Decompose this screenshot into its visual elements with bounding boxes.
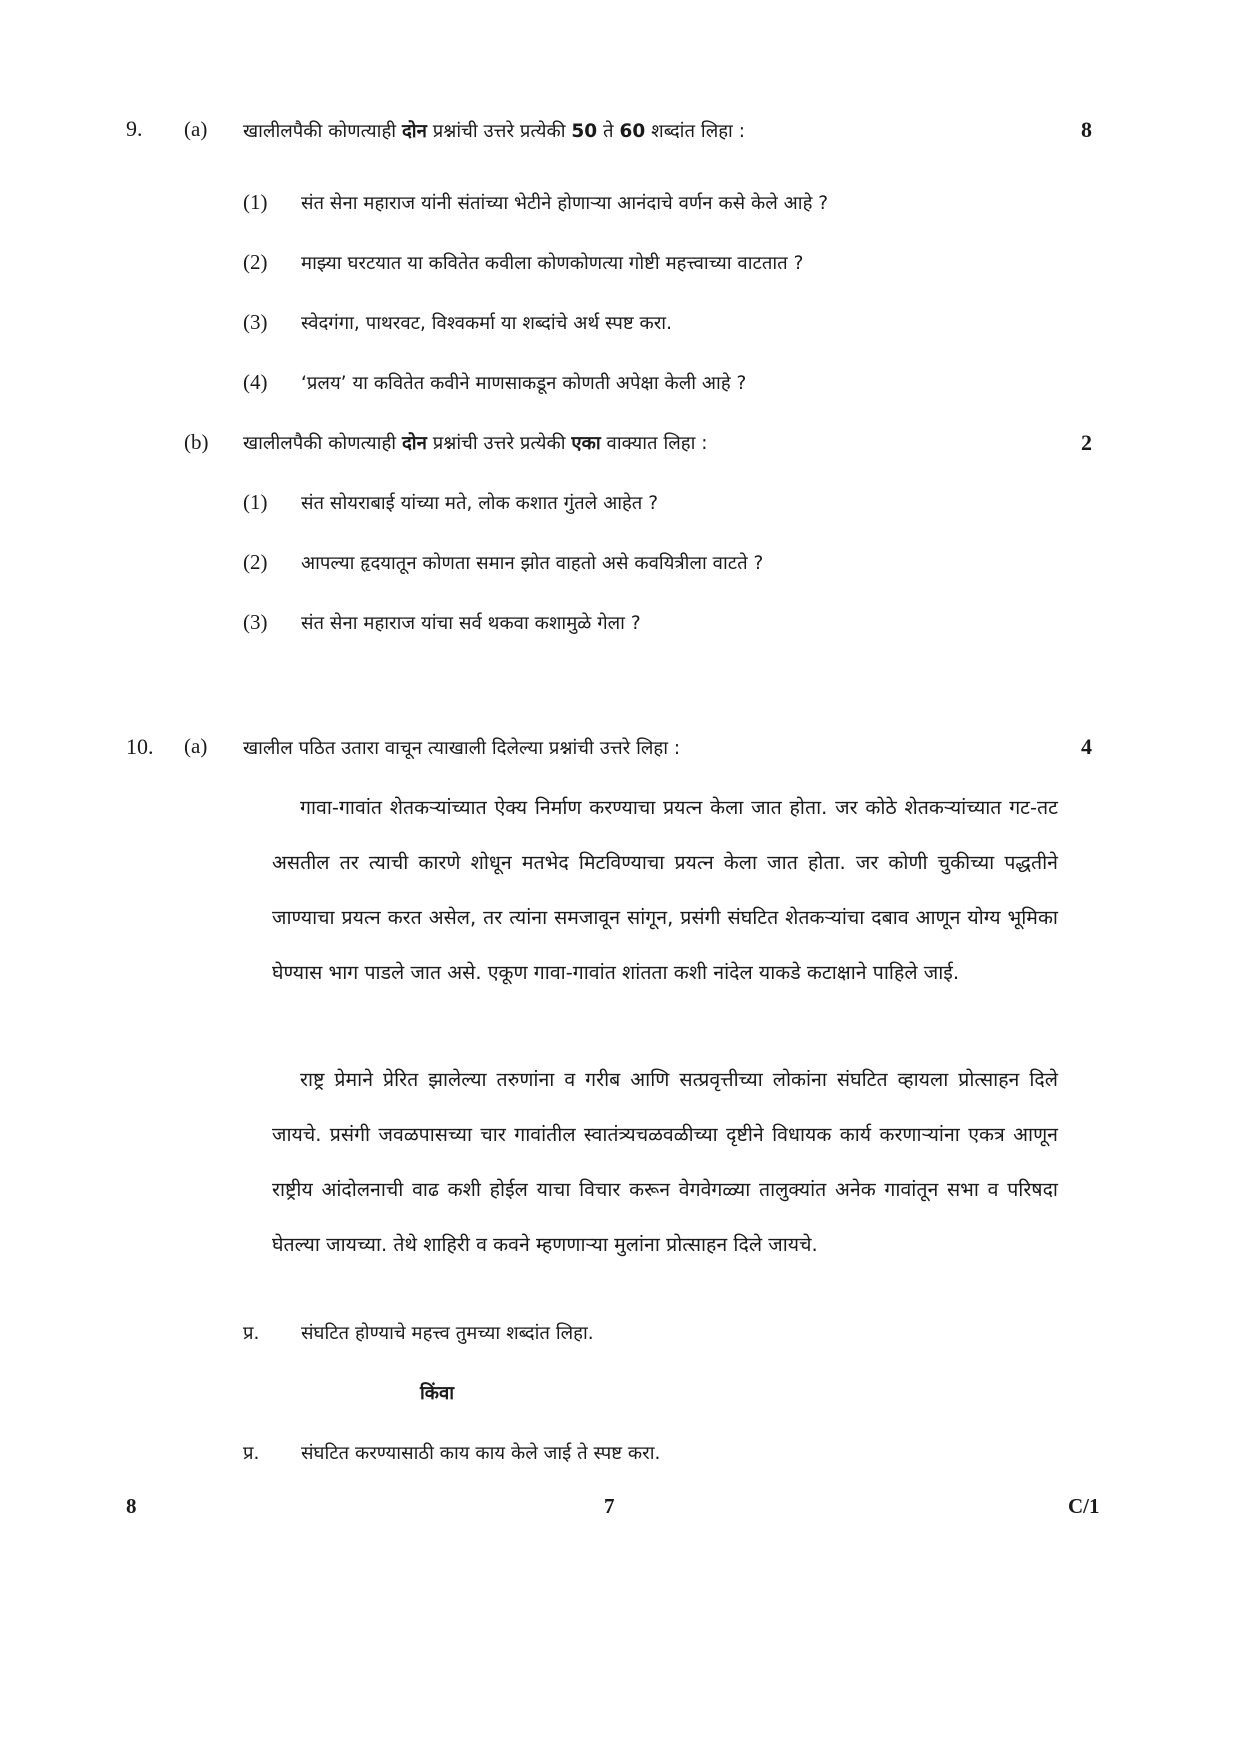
- passage-question-1-label: प्र.: [243, 1323, 260, 1344]
- q9-part-a-stem: खालीलपैकी कोणत्याही दोन प्रश्नांची उत्तरे प्रत्येकी 50 ते 60 शब्दांत लिहा :: [243, 121, 745, 142]
- q9-part-b-stem: खालीलपैकी कोणत्याही दोन प्रश्नांची उत्तरे प्रत्येकी एका वाक्यात लिहा :: [243, 433, 708, 454]
- q9-part-b-label: (b): [184, 430, 209, 454]
- q9b-item-3-number: (3): [243, 610, 268, 634]
- passage-question-2-text: संघटित करण्यासाठी काय काय केले जाई ते स्पष्ट करा.: [301, 1443, 661, 1464]
- page-number: 7: [604, 1494, 615, 1518]
- q9-part-b-marks: 2: [1081, 430, 1092, 455]
- q9a-item-1-number: (1): [243, 190, 268, 214]
- passage-paragraph-1: गावा-गावांत शेतकऱ्यांच्यात ऐक्य निर्माण करण्याचा प्रयत्न केला जात होता. जर कोठे शेतकऱ्यांच्यात गट-तट असतील तर त्याची कारणे शोधून मतभेद मिटविण्याचा प्रयत्न केला जात होता. जर कोणी चुकीच्या पद्धतीने जाण्याचा प्रयत्न करत असेल, तर त्यांना समजावून सांगून, प्रसंगी संघटित शेतकऱ्यांचा दबाव आणून योग्य भूमिका घेण्यास भाग पाडले जात असे. एकूण गावा-गावांत शांतता कशी नांदेल याकडे कटाक्षाने पाहिले जाई.: [272, 796, 1058, 984]
- footer-left: 8: [126, 1494, 137, 1518]
- q9a-item-2-number: (2): [243, 250, 268, 274]
- or-separator: किंवा: [420, 1383, 455, 1404]
- q9-part-a-label: (a): [184, 117, 208, 141]
- q10-part-a-label: (a): [184, 734, 208, 758]
- q9b-item-1-text: संत सोयराबाई यांच्या मते, लोक कशात गुंतले आहेत ?: [301, 493, 659, 514]
- q9a-item-4-text: ‘प्रलय’ या कवितेत कवीने माणसाकडून कोणती अपेक्षा केली आहे ?: [301, 373, 747, 394]
- q9a-item-3-number: (3): [243, 310, 268, 334]
- footer-code: C/1: [1068, 1494, 1100, 1518]
- q9a-item-1-text: संत सेना महाराज यांनी संतांच्या भेटीने होणाऱ्या आनंदाचे वर्णन कसे केले आहे ?: [301, 193, 829, 214]
- question-10-number: 10.: [126, 734, 154, 759]
- q9a-item-4-number: (4): [243, 370, 268, 394]
- passage-paragraph-2: राष्ट्र प्रेमाने प्रेरित झालेल्या तरुणांना व गरीब आणि सत्प्रवृत्तीच्या लोकांना संघटित व्हायला प्रोत्साहन दिले जायचे. प्रसंगी जवळपासच्या चार गावांतील स्वातंत्र्यचळवळीच्या दृष्टीने विधायक कार्य करणाऱ्यांना एकत्र आणून राष्ट्रीय आंदोलनाची वाढ कशी होईल याचा विचार करून वेगवेगळ्या तालुक्यांत अनेक गावांतून सभा व परिषदा घेतल्या जायच्या. तेथे शाहिरी व कवने म्हणणाऱ्या मुलांना प्रोत्साहन दिले जायचे.: [272, 1068, 1058, 1256]
- q10-part-a-marks: 4: [1081, 734, 1092, 759]
- q9b-item-2-text: आपल्या हृदयातून कोणता समान झोत वाहतो असे कवयित्रीला वाटते ?: [301, 553, 764, 574]
- q9a-item-2-text: माझ्या घरटयात या कवितेत कवीला कोणकोणत्या गोष्टी महत्त्वाच्या वाटतात ?: [301, 253, 804, 274]
- q9b-item-3-text: संत सेना महाराज यांचा सर्व थकवा कशामुळे गेला ?: [301, 613, 641, 634]
- passage-question-2-label: प्र.: [243, 1443, 260, 1464]
- q10-part-a-stem: खालील पठित उतारा वाचून त्याखाली दिलेल्या प्रश्नांची उत्तरे लिहा :: [243, 738, 681, 759]
- question-9-number: 9.: [126, 116, 143, 141]
- passage-question-1-text: संघटित होण्याचे महत्त्व तुमच्या शब्दांत लिहा.: [301, 1323, 594, 1344]
- q9b-item-2-number: (2): [243, 550, 268, 574]
- q9b-item-1-number: (1): [243, 490, 268, 514]
- q9a-item-3-text: स्वेदगंगा, पाथरवट, विश्वकर्मा या शब्दांचे अर्थ स्पष्ट करा.: [301, 313, 672, 334]
- q9-part-a-marks: 8: [1081, 117, 1092, 142]
